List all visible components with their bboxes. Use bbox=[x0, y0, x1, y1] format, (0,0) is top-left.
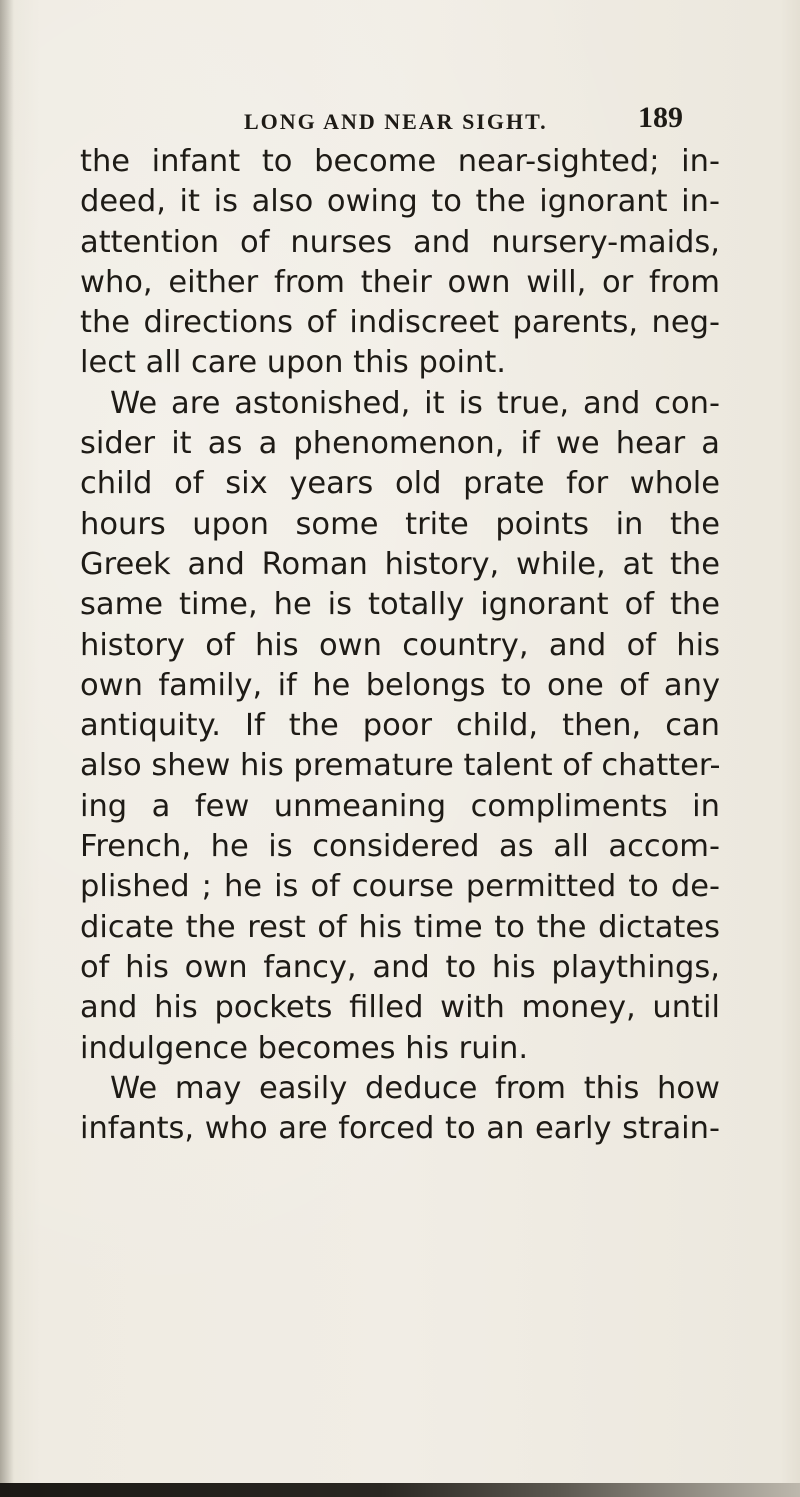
text-line: attention of nurses and nursery-maids, bbox=[80, 224, 720, 260]
text-line: plished ; he is of course permitted to de- bbox=[80, 869, 720, 905]
text-line: sider it as a phenomenon, if we hear a bbox=[80, 426, 720, 462]
text-line: hours upon some trite points in the bbox=[80, 506, 720, 542]
text-line: child of six years old prate for whole bbox=[80, 466, 720, 502]
running-head: LONG AND NEAR SIGHT. bbox=[244, 109, 548, 134]
text-line: the infant to become near-sighted; in- bbox=[80, 144, 720, 179]
gutter-shadow bbox=[0, 0, 14, 1497]
text-line: history of his own country, and of his bbox=[80, 627, 720, 663]
text-line: deed, it is also owing to the ignorant in- bbox=[80, 184, 720, 220]
text-line: antiquity. If the poor child, then, can bbox=[80, 708, 720, 744]
text-line: and his pockets filled with money, until bbox=[80, 990, 720, 1026]
page-number: 189 bbox=[638, 101, 683, 134]
text-line: ing a few unmeaning compliments in bbox=[80, 788, 720, 824]
text-line: lect all care upon this point. bbox=[80, 345, 506, 381]
text-line: of his own fancy, and to his playthings, bbox=[80, 949, 720, 985]
text-line: who, either from their own will, or from bbox=[80, 264, 720, 300]
body-text bbox=[80, 142, 720, 1149]
text-line: own family, if he belongs to one of any bbox=[80, 667, 720, 703]
text-line: We may easily deduce from this how bbox=[110, 1070, 720, 1106]
text-line: dicate the rest of his time to the dictates bbox=[80, 909, 720, 945]
text-line: same time, he is totally ignorant of the bbox=[80, 587, 720, 623]
text-line: indulgence becomes his ruin. bbox=[80, 1030, 529, 1066]
text-line: the directions of indiscreet parents, neg- bbox=[80, 305, 720, 341]
scan-edge bbox=[0, 1483, 800, 1497]
text-line: infants, who are forced to an early strain- bbox=[80, 1111, 720, 1147]
page-header bbox=[0, 101, 800, 141]
text-line: Greek and Roman history, while, at the bbox=[80, 546, 720, 582]
text-line: We are astonished, it is true, and con- bbox=[110, 385, 720, 421]
text-line: also shew his premature talent of chatter- bbox=[80, 748, 721, 784]
text-line: French, he is considered as all accom- bbox=[80, 829, 720, 865]
